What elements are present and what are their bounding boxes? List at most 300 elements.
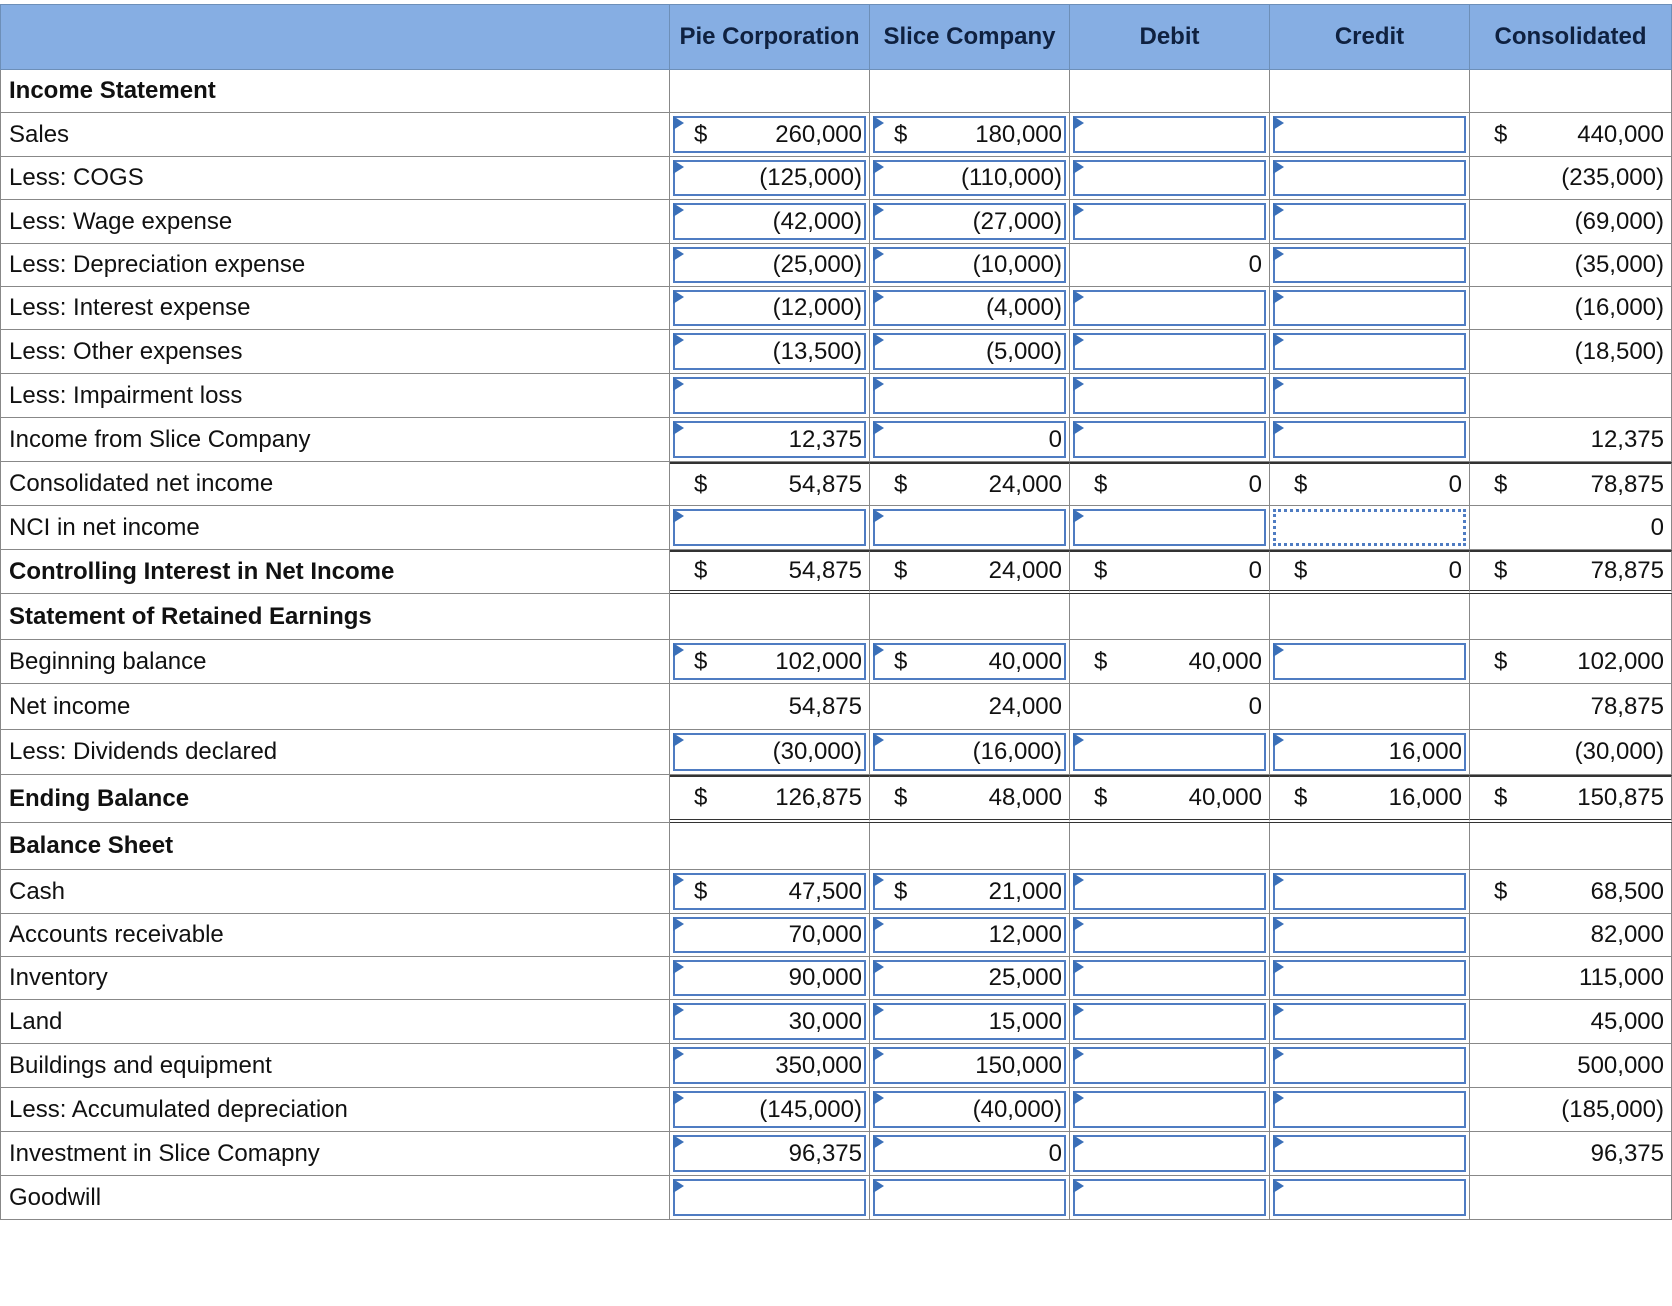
input-cell-credit[interactable] (1273, 1179, 1466, 1216)
cell-cons (1470, 1000, 1672, 1044)
cell-cons (1470, 374, 1672, 418)
cell-pie[interactable] (670, 1044, 870, 1088)
cell-value: 96,375 (788, 1139, 862, 1167)
cell-value: 500,000 (1577, 1051, 1664, 1079)
input-cell-debit[interactable] (1073, 1091, 1266, 1128)
currency-symbol: $ (1494, 877, 1508, 905)
cell-cons (1470, 730, 1672, 775)
table-row (0, 506, 1672, 550)
cell-value: 54,875 (788, 470, 862, 498)
cell-credit[interactable] (1270, 1176, 1470, 1220)
cell-value: 16,000 (1388, 784, 1462, 811)
header-slice-company: Slice Company (870, 4, 1070, 70)
currency-symbol: $ (894, 877, 908, 905)
cell-credit[interactable] (1270, 870, 1470, 914)
row-label: Less: Wage expense (0, 200, 670, 244)
cell-slice (870, 823, 1070, 870)
input-cell-pie[interactable] (673, 377, 866, 414)
cell-debit[interactable] (1070, 113, 1270, 157)
currency-symbol: $ (1494, 557, 1508, 584)
cell-slice[interactable] (870, 730, 1070, 775)
cell-value: 24,000 (988, 470, 1062, 498)
cell-value: (13,500) (772, 337, 862, 365)
cell-credit[interactable] (1270, 1132, 1470, 1176)
currency-symbol: $ (1494, 647, 1508, 675)
input-cell-credit[interactable] (1273, 1003, 1466, 1040)
cell-value: 16,000 (1388, 738, 1462, 765)
cell-credit (1270, 684, 1470, 730)
currency-symbol: $ (1094, 470, 1108, 498)
cell-slice[interactable] (870, 1132, 1070, 1176)
currency-symbol: $ (694, 120, 708, 148)
currency-symbol: $ (694, 877, 708, 905)
cell-slice[interactable] (870, 1044, 1070, 1088)
cell-value: 96,375 (1590, 1139, 1664, 1167)
cell-slice[interactable] (870, 870, 1070, 914)
cell-value: (35,000) (1574, 251, 1664, 278)
cell-debit (1070, 550, 1270, 594)
cell-value: (16,000) (972, 738, 1062, 765)
table-row (0, 244, 1672, 287)
cell-debit[interactable] (1070, 1088, 1270, 1132)
input-cell-slice[interactable] (873, 377, 1066, 414)
table-row (0, 1176, 1672, 1220)
currency-symbol: $ (1494, 784, 1508, 811)
row-label: Less: Depreciation expense (0, 244, 670, 287)
table-row (0, 870, 1672, 914)
cell-debit[interactable] (1070, 374, 1270, 418)
cell-value: 102,000 (1577, 647, 1664, 675)
table-row (0, 775, 1672, 823)
cell-value: (125,000) (759, 164, 862, 191)
table-row (0, 640, 1672, 684)
row-label: NCI in net income (0, 506, 670, 550)
currency-symbol: $ (894, 647, 908, 675)
cell-value: 47,500 (788, 877, 862, 905)
cell-debit (1070, 244, 1270, 287)
input-cell-credit[interactable] (1273, 1091, 1466, 1128)
cell-slice[interactable] (870, 330, 1070, 374)
cell-value: 70,000 (788, 921, 862, 948)
header-blank (0, 4, 670, 70)
cell-pie[interactable] (670, 113, 870, 157)
cell-value: 24,000 (988, 557, 1062, 584)
cell-debit (1070, 640, 1270, 684)
cell-debit[interactable] (1070, 870, 1270, 914)
cell-value: (110,000) (961, 164, 1062, 191)
cell-debit[interactable] (1070, 1000, 1270, 1044)
cell-cons (1470, 506, 1672, 550)
cell-value: 40,000 (1188, 784, 1262, 811)
cell-value: 40,000 (1188, 647, 1262, 675)
currency-symbol: $ (1294, 784, 1308, 811)
cell-credit[interactable] (1270, 914, 1470, 957)
cell-cons (1470, 70, 1672, 113)
row-label: Less: Dividends declared (0, 730, 670, 775)
cell-slice[interactable] (870, 506, 1070, 550)
row-label: Net income (0, 684, 670, 730)
cell-credit[interactable] (1270, 244, 1470, 287)
table-row (0, 418, 1672, 462)
cell-value: 115,000 (1579, 964, 1664, 991)
table-row (0, 550, 1672, 594)
input-cell-debit[interactable] (1073, 203, 1266, 240)
row-label: Investment in Slice Comapny (0, 1132, 670, 1176)
cell-credit (1270, 462, 1470, 506)
cell-value: 350,000 (775, 1051, 862, 1079)
cell-slice[interactable] (870, 374, 1070, 418)
row-label: Controlling Interest in Net Income (0, 550, 670, 594)
input-cell-debit[interactable] (1073, 333, 1266, 370)
cell-value: 45,000 (1590, 1007, 1664, 1035)
cell-cons (1470, 1132, 1672, 1176)
cell-value: 0 (1248, 692, 1262, 720)
input-cell-credit[interactable] (1273, 333, 1466, 370)
cell-credit[interactable] (1270, 418, 1470, 462)
input-cell-debit[interactable] (1073, 1047, 1266, 1084)
cell-slice[interactable] (870, 957, 1070, 1000)
cell-debit[interactable] (1070, 914, 1270, 957)
cell-value: (18,500) (1574, 337, 1664, 365)
row-label: Inventory (0, 957, 670, 1000)
currency-symbol: $ (1494, 120, 1508, 148)
input-cell-debit[interactable] (1073, 1003, 1266, 1040)
cell-value: 40,000 (988, 647, 1062, 675)
cell-pie[interactable] (670, 330, 870, 374)
cell-value: (30,000) (1574, 738, 1664, 765)
cell-slice[interactable] (870, 1176, 1070, 1220)
input-cell-debit[interactable] (1073, 509, 1266, 546)
currency-symbol: $ (694, 470, 708, 498)
cell-value: (27,000) (972, 207, 1062, 235)
cell-cons (1470, 775, 1672, 823)
input-cell-slice[interactable] (873, 509, 1066, 546)
row-label: Balance Sheet (0, 823, 670, 870)
cell-debit[interactable] (1070, 1044, 1270, 1088)
input-cell-pie[interactable] (673, 1179, 866, 1216)
input-cell-debit[interactable] (1073, 917, 1266, 953)
cell-pie (670, 550, 870, 594)
cell-cons (1470, 1176, 1672, 1220)
table-row (0, 914, 1672, 957)
cell-cons (1470, 157, 1672, 200)
table-row (0, 1132, 1672, 1176)
cell-pie[interactable] (670, 1088, 870, 1132)
row-label: Less: Accumulated depreciation (0, 1088, 670, 1132)
cell-pie[interactable] (670, 640, 870, 684)
currency-symbol: $ (694, 784, 708, 811)
cell-value: 82,000 (1590, 921, 1664, 948)
cell-credit[interactable] (1270, 730, 1470, 775)
cell-value: 24,000 (988, 692, 1062, 720)
input-cell-credit[interactable] (1273, 116, 1466, 153)
input-cell-debit[interactable] (1073, 873, 1266, 910)
table-row (0, 157, 1672, 200)
currency-symbol: $ (694, 557, 708, 584)
cell-value: (5,000) (985, 337, 1062, 365)
cell-value: (4,000) (985, 294, 1062, 321)
input-cell-credit[interactable] (1273, 203, 1466, 240)
row-label: Accounts receivable (0, 914, 670, 957)
currency-symbol: $ (894, 120, 908, 148)
row-label: Less: Interest expense (0, 287, 670, 330)
cell-cons (1470, 330, 1672, 374)
cell-value: (185,000) (1561, 1095, 1664, 1123)
cell-slice[interactable] (870, 287, 1070, 330)
cell-pie (670, 775, 870, 823)
cell-value: 12,000 (988, 921, 1062, 948)
input-cell-credit[interactable] (1273, 1135, 1466, 1172)
cell-pie[interactable] (670, 374, 870, 418)
cell-pie[interactable] (670, 1132, 870, 1176)
input-cell-debit[interactable] (1073, 377, 1266, 414)
input-cell-debit[interactable] (1073, 290, 1266, 326)
input-cell-credit[interactable] (1273, 421, 1466, 458)
currency-symbol: $ (1094, 647, 1108, 675)
cell-slice[interactable] (870, 157, 1070, 200)
cell-credit[interactable] (1270, 640, 1470, 684)
currency-symbol: $ (1094, 557, 1108, 584)
cell-credit[interactable] (1270, 1044, 1470, 1088)
cell-debit[interactable] (1070, 506, 1270, 550)
cell-credit[interactable] (1270, 1088, 1470, 1132)
cell-pie (670, 823, 870, 870)
input-cell-pie[interactable] (673, 509, 866, 546)
currency-symbol: $ (1294, 557, 1308, 584)
cell-pie[interactable] (670, 418, 870, 462)
input-cell-credit[interactable] (1273, 1047, 1466, 1084)
input-cell-credit[interactable] (1273, 377, 1466, 414)
currency-symbol: $ (894, 784, 908, 811)
cell-cons (1470, 462, 1672, 506)
table-row (0, 113, 1672, 157)
table-row (0, 1088, 1672, 1132)
cell-value: 54,875 (788, 692, 862, 720)
table-row (0, 957, 1672, 1000)
cell-value: 12,375 (1590, 425, 1664, 453)
row-label: Ending Balance (0, 775, 670, 823)
input-cell-debit[interactable] (1073, 116, 1266, 153)
cell-cons (1470, 1088, 1672, 1132)
row-label: Income from Slice Company (0, 418, 670, 462)
cell-pie[interactable] (670, 957, 870, 1000)
cell-debit[interactable] (1070, 200, 1270, 244)
cell-cons (1470, 594, 1672, 640)
cell-debit[interactable] (1070, 157, 1270, 200)
cell-slice[interactable] (870, 244, 1070, 287)
cell-cons (1470, 200, 1672, 244)
table-row (0, 462, 1672, 506)
cell-pie[interactable] (670, 870, 870, 914)
table-row (0, 730, 1672, 775)
row-label: Income Statement (0, 70, 670, 113)
cell-value: 0 (1048, 425, 1062, 453)
cell-credit (1270, 550, 1470, 594)
header-consolidated: Consolidated (1470, 4, 1672, 70)
input-cell-debit[interactable] (1073, 160, 1266, 196)
cell-value: 90,000 (788, 964, 862, 991)
cell-value: 78,875 (1590, 692, 1664, 720)
table-row (0, 684, 1672, 730)
cell-value: 12,375 (788, 425, 862, 453)
cell-cons (1470, 640, 1672, 684)
input-cell-debit[interactable] (1073, 733, 1266, 771)
cell-credit (1270, 775, 1470, 823)
cell-value: (16,000) (1574, 294, 1664, 321)
input-cell-slice[interactable] (873, 421, 1066, 458)
cell-value: 48,000 (988, 784, 1062, 811)
cell-pie (670, 462, 870, 506)
cell-value: 0 (1448, 470, 1462, 498)
cell-slice[interactable] (870, 418, 1070, 462)
cell-value: 0 (1650, 513, 1664, 541)
cell-pie[interactable] (670, 1000, 870, 1044)
cell-debit (1070, 462, 1270, 506)
cell-value: 21,000 (988, 877, 1062, 905)
input-cell-debit[interactable] (1073, 960, 1266, 996)
cell-value: 78,875 (1590, 470, 1664, 498)
cell-credit[interactable] (1270, 1000, 1470, 1044)
row-label: Buildings and equipment (0, 1044, 670, 1088)
cell-slice[interactable] (870, 914, 1070, 957)
currency-symbol: $ (1294, 470, 1308, 498)
cell-slice[interactable] (870, 113, 1070, 157)
section-header-row (0, 70, 1672, 113)
cell-slice (870, 775, 1070, 823)
cell-pie[interactable] (670, 914, 870, 957)
cell-debit (1070, 70, 1270, 113)
header-pie-corporation: Pie Corporation (670, 4, 870, 70)
cell-slice (870, 550, 1070, 594)
row-label: Sales (0, 113, 670, 157)
cell-value: (42,000) (772, 207, 862, 235)
input-cell-credit[interactable] (1273, 290, 1466, 326)
input-cell-slice[interactable] (873, 1179, 1066, 1216)
table-row (0, 1000, 1672, 1044)
cell-pie[interactable] (670, 157, 870, 200)
cell-slice (870, 594, 1070, 640)
cell-debit[interactable] (1070, 330, 1270, 374)
cell-credit[interactable] (1270, 287, 1470, 330)
cell-pie[interactable] (670, 1176, 870, 1220)
cell-credit (1270, 823, 1470, 870)
cell-cons (1470, 914, 1672, 957)
row-label: Goodwill (0, 1176, 670, 1220)
cell-debit[interactable] (1070, 1176, 1270, 1220)
cell-credit[interactable] (1270, 374, 1470, 418)
cell-pie[interactable] (670, 506, 870, 550)
input-cell-credit[interactable] (1273, 960, 1466, 996)
section-header-row (0, 594, 1672, 640)
input-cell-debit[interactable] (1073, 1179, 1266, 1216)
cell-pie (670, 684, 870, 730)
input-cell-credit[interactable] (1273, 160, 1466, 196)
cell-debit[interactable] (1070, 287, 1270, 330)
cell-cons (1470, 957, 1672, 1000)
cell-credit[interactable] (1270, 506, 1470, 550)
row-label: Less: COGS (0, 157, 670, 200)
cell-pie (670, 594, 870, 640)
cell-debit (1070, 684, 1270, 730)
cell-debit[interactable] (1070, 1132, 1270, 1176)
cell-value: 180,000 (975, 120, 1062, 148)
table-row (0, 287, 1672, 330)
cell-value: (12,000) (772, 294, 862, 321)
cell-debit[interactable] (1070, 418, 1270, 462)
input-cell-credit[interactable] (1273, 917, 1466, 953)
cell-value: 260,000 (775, 120, 862, 148)
input-cell-credit[interactable] (1273, 247, 1466, 283)
input-cell-credit[interactable] (1273, 873, 1466, 910)
cell-debit (1070, 775, 1270, 823)
table-row (0, 330, 1672, 374)
input-cell-credit[interactable] (1273, 643, 1466, 680)
currency-symbol: $ (694, 647, 708, 675)
header-debit: Debit (1070, 4, 1270, 70)
cell-value: (145,000) (759, 1095, 862, 1123)
cell-debit[interactable] (1070, 957, 1270, 1000)
cell-cons (1470, 244, 1672, 287)
currency-symbol: $ (1094, 784, 1108, 811)
input-cell-slice[interactable] (873, 1135, 1066, 1172)
cell-slice (870, 70, 1070, 113)
cell-pie[interactable] (670, 730, 870, 775)
cell-value: 0 (1048, 1139, 1062, 1167)
row-label: Cash (0, 870, 670, 914)
cell-debit (1070, 594, 1270, 640)
section-header-row (0, 823, 1672, 870)
cell-cons (1470, 684, 1672, 730)
cell-cons (1470, 870, 1672, 914)
row-label: Less: Other expenses (0, 330, 670, 374)
currency-symbol: $ (894, 470, 908, 498)
cell-slice[interactable] (870, 1088, 1070, 1132)
cell-slice[interactable] (870, 200, 1070, 244)
cell-debit[interactable] (1070, 730, 1270, 775)
cell-slice (870, 462, 1070, 506)
cell-pie (670, 70, 870, 113)
cell-credit[interactable] (1270, 113, 1470, 157)
input-cell-debit[interactable] (1073, 1135, 1266, 1172)
cell-cons (1470, 113, 1672, 157)
cell-credit[interactable] (1270, 157, 1470, 200)
cell-cons (1470, 1044, 1672, 1088)
cell-value: 102,000 (775, 647, 862, 675)
row-label: Consolidated net income (0, 462, 670, 506)
cell-value: (40,000) (972, 1095, 1062, 1123)
cell-value: (69,000) (1574, 207, 1664, 235)
cell-pie[interactable] (670, 200, 870, 244)
cell-credit[interactable] (1270, 330, 1470, 374)
cell-pie[interactable] (670, 287, 870, 330)
row-label: Statement of Retained Earnings (0, 594, 670, 640)
cell-slice[interactable] (870, 640, 1070, 684)
cell-value: 440,000 (1577, 120, 1664, 148)
cell-cons (1470, 550, 1672, 594)
cell-credit[interactable] (1270, 200, 1470, 244)
cell-pie[interactable] (670, 244, 870, 287)
currency-symbol: $ (894, 557, 908, 584)
input-cell-credit[interactable] (1273, 509, 1466, 546)
cell-value: 68,500 (1590, 877, 1664, 905)
currency-symbol: $ (1494, 470, 1508, 498)
cell-slice[interactable] (870, 1000, 1070, 1044)
cell-value: 150,000 (975, 1051, 1062, 1079)
input-cell-debit[interactable] (1073, 421, 1266, 458)
cell-credit[interactable] (1270, 957, 1470, 1000)
cell-value: 30,000 (788, 1007, 862, 1035)
row-label: Beginning balance (0, 640, 670, 684)
